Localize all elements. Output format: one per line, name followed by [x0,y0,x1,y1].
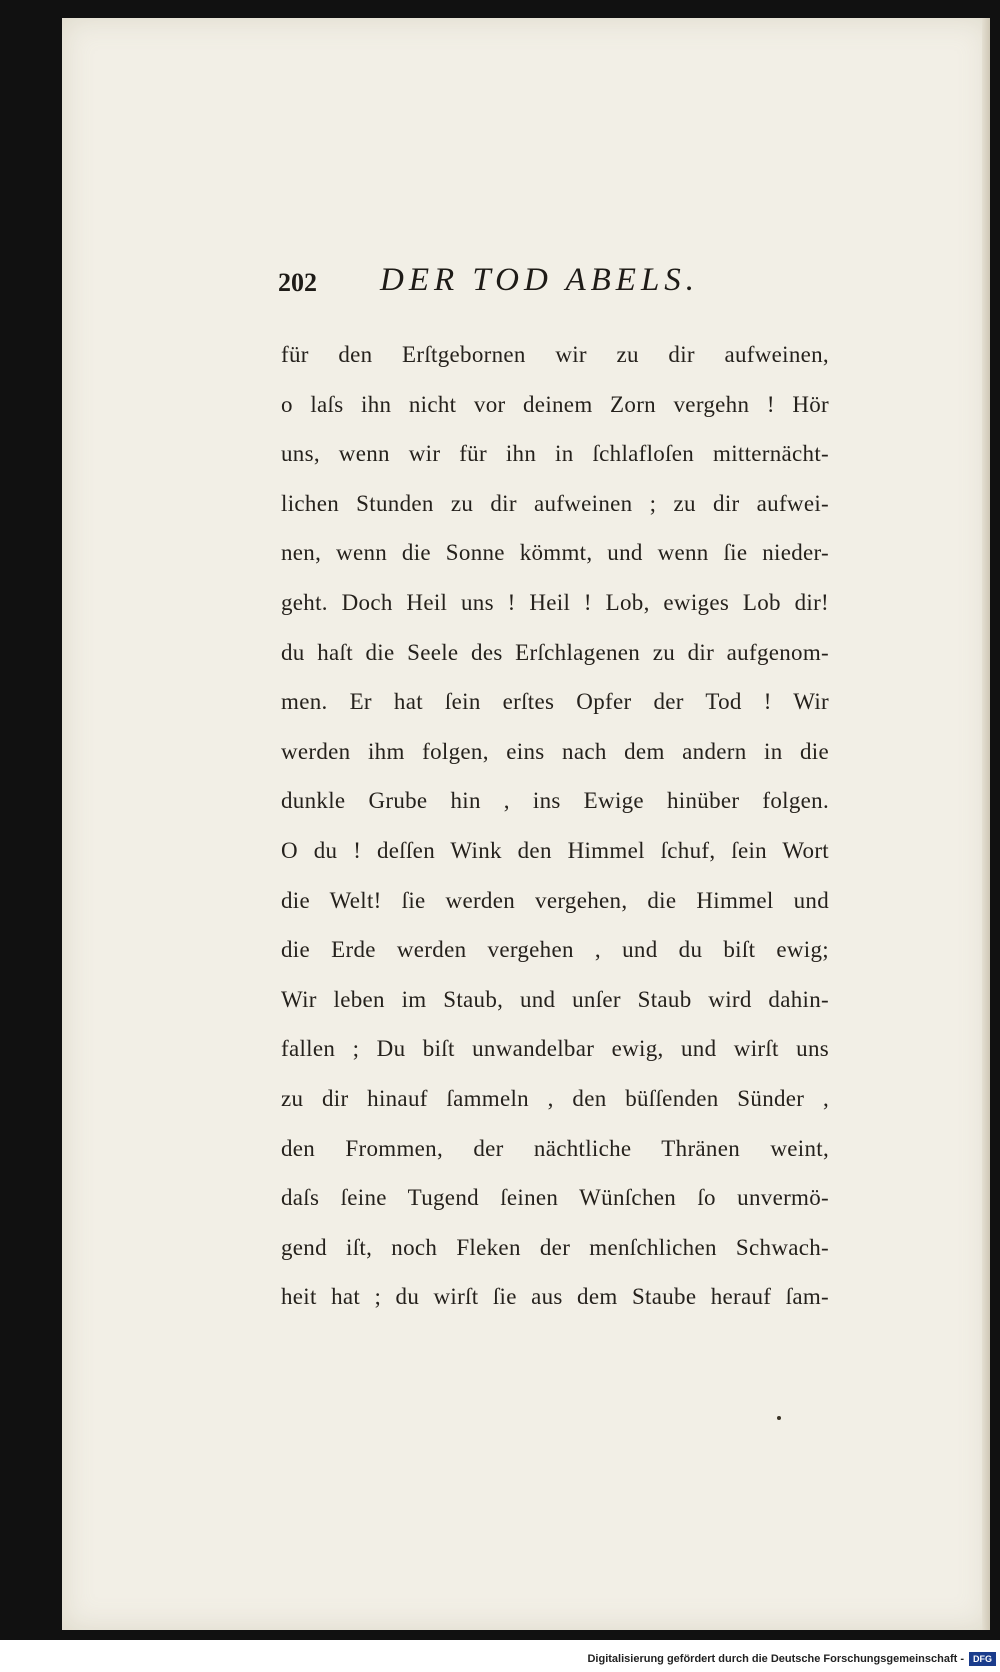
text-line: den Frommen, der nächtliche Thränen weint, [281,1135,829,1161]
text-line: o laſs ihn nicht vor deinem Zorn vergehn ! Hör [281,391,829,417]
page-header [278,262,838,306]
text-line: daſs ſeine Tugend ſeinen Wünſchen ſo unvermö- [281,1185,829,1211]
text-line: die Welt! ſie werden vergehen, die Himmel und [281,887,829,913]
text-line: O du ! deſſen Wink den Himmel ſchuf, ſein Wort [281,837,829,863]
text-line: fallen ; Du biſt unwandelbar ewig, und wirſt uns [281,1036,829,1062]
text-line: uns, wenn wir für ihn in ſchlafloſen mitternächt- [281,441,829,467]
text-line: Wir leben im Staub, und unſer Staub wird dahin- [281,986,829,1012]
page-edge [982,18,990,1630]
text-line: zu dir hinauf ſammeln , den büſſenden Sünder , [281,1085,829,1111]
page-number: 202 [278,268,317,297]
ink-speck [777,1416,781,1420]
body-text [281,330,829,1322]
dfg-logo: DFG [969,1652,996,1666]
text-line: lichen Stunden zu dir aufweinen ; zu dir aufwei- [281,490,829,516]
text-line: geht. Doch Heil uns ! Heil ! Lob, ewiges Lob dir! [281,589,829,615]
text-line: für den Erſtgebornen wir zu dir aufweinen, [281,342,829,367]
text-line: du haſt die Seele des Erſchlagenen zu dir aufgenom- [281,639,829,665]
text-line: dunkle Grube hin , ins Ewige hinüber folgen. [281,788,829,814]
text-line: heit hat ; du wirſt ſie aus dem Staube herauf ſam- [281,1284,829,1310]
text-line: gend iſt, noch Fleken der menſchlichen Schwach- [281,1234,829,1260]
running-title: DER TOD ABELS. [380,262,700,298]
text-line: werden ihm folgen, eins nach dem andern in die [281,738,829,764]
text-line: men. Er hat ſein erſtes Opfer der Tod ! Wir [281,689,829,715]
digitization-footer [0,1650,1000,1672]
text-line: nen, wenn die Sonne kömmt, und wenn ſie nieder- [281,540,829,566]
text-line: die Erde werden vergehen , und du biſt ewig; [281,937,829,963]
footer-credit: Digitalisierung gefördert durch die Deutsche Forschungsgemeinschaft - [587,1653,964,1665]
